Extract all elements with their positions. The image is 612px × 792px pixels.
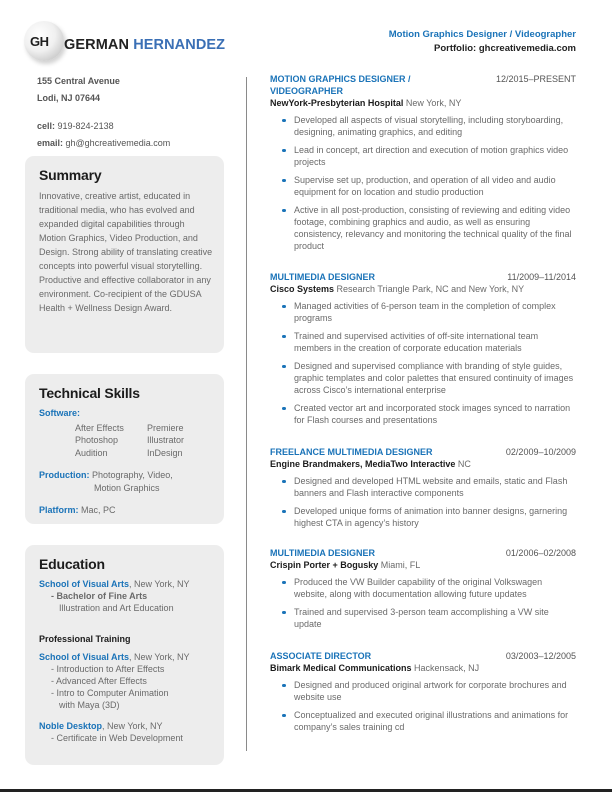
bullet-icon: [282, 209, 286, 213]
bullet-item: Lead in concept, art direction and execution of motion graphics video projects: [270, 144, 576, 168]
address-line-2: Lodi, NJ 07644: [37, 93, 101, 103]
education-card: [25, 545, 224, 765]
software-list: [75, 422, 214, 460]
contact-info: [37, 73, 170, 152]
bullet-item: Developed all aspects of visual storytelling, including storyboarding, designing, animating graphics, and editing: [270, 114, 576, 138]
production-value: Photography, Video,: [92, 470, 173, 480]
company-name: NewYork-Presbyterian Hospital: [270, 98, 404, 108]
cell-number[interactable]: 919-824-2138: [57, 121, 114, 131]
portfolio-link[interactable]: Portfolio: ghcreativemedia.com: [433, 43, 576, 54]
job-dates: 11/2009–11/2014: [507, 272, 576, 282]
company-name: Bimark Medical Communications: [270, 663, 412, 673]
education-heading: Education: [39, 556, 105, 572]
bullet-item: Managed activities of 6-person team in the completion of complex programs: [270, 300, 576, 324]
degree: - Bachelor of Fine Arts: [51, 591, 148, 601]
job-dates: 01/2006–02/2008: [505, 548, 576, 558]
cell-label: cell:: [37, 121, 56, 131]
bullet-item: Conceptualized and executed original illustrations and animations for company’s sales training cd: [270, 709, 576, 733]
company-location: Hackensack, NJ: [411, 663, 480, 673]
bullet-icon: [282, 684, 286, 688]
job-dates: 12/2015–PRESENT: [495, 74, 576, 84]
bullet-icon: [282, 611, 286, 615]
company-name: Engine Brandmakers, MediaTwo Interactive: [270, 459, 456, 469]
production-value-cont: Motion Graphics: [94, 482, 160, 493]
school-location: , New York, NY: [129, 652, 190, 662]
software-label: Software:: [39, 408, 81, 418]
header-right: [389, 28, 576, 56]
job-entry: [270, 650, 576, 739]
email-address[interactable]: gh@ghcreativemedia.com: [65, 138, 171, 148]
company-name: Crispin Porter + Bogusky: [270, 560, 379, 570]
company-location: Miami, FL: [378, 560, 421, 570]
last-name: HERNANDEZ: [133, 37, 226, 53]
school-location: , New York, NY: [129, 579, 190, 589]
job-title: MULTIMEDIA DESIGNER: [270, 272, 375, 282]
course-item: - Introduction to After Effects: [51, 664, 165, 674]
software-item: Premiere: [147, 422, 184, 433]
first-name: GERMAN: [64, 37, 130, 53]
skills-heading: Technical Skills: [39, 385, 140, 401]
summary-card: [25, 156, 224, 353]
software-item: After Effects: [75, 422, 124, 433]
bullet-item: Designed and developed HTML website and emails, static and Flash banners and Flash interactive components: [270, 475, 576, 499]
bullet-icon: [282, 480, 286, 484]
company-name: Cisco Systems: [270, 284, 335, 294]
production-label: Production:: [39, 470, 90, 480]
training-heading: Professional Training: [39, 634, 131, 644]
job-entry: [270, 547, 576, 636]
production-skills: [39, 469, 214, 494]
bullet-icon: [282, 407, 286, 411]
email-label: email:: [37, 138, 64, 148]
job-entry: [270, 446, 576, 535]
skills-card: [25, 374, 224, 524]
job-entry: [270, 73, 576, 258]
bullet-item: Created vector art and incorporated stock images synced to narration for Flash courses and presentations: [270, 402, 576, 426]
platform-value: Mac, PC: [81, 505, 116, 515]
candidate-name: [64, 37, 225, 53]
bullet-icon: [282, 305, 286, 309]
bullet-item: Active in all post-production, consisting of reviewing and editing video footage, combining graphics and audio, as well as ensuring consistency, relevancy and monitoring the technical quality of the final product: [270, 204, 576, 252]
bullet-item: Trained and supervised 3-person team accomplishing a VW site update: [270, 606, 576, 630]
bullet-icon: [282, 179, 286, 183]
bullet-item: Produced the VW Builder capability of the original Volkswagen website, along with documentation allowing future updates: [270, 576, 576, 600]
job-dates: 02/2009–10/2009: [505, 447, 576, 457]
cell-row: [37, 118, 170, 135]
platform-skills: [39, 504, 214, 517]
school-name: Noble Desktop: [39, 721, 103, 731]
platform-label: Platform:: [39, 505, 79, 515]
summary-text: Innovative, creative artist, educated in traditional media, who has evolved and expanded digital capabilities through Motion Graphics, Video Production, and Design. Strong ability of translating creative concepts into powerful visual storytelling. Productive and effective collaborator in any environment. Co-recipient of the GDUSA Health + Wellness Design Award.: [39, 191, 213, 313]
job-entry: [270, 271, 576, 432]
bullet-icon: [282, 581, 286, 585]
bullet-icon: [282, 335, 286, 339]
job-title: FREELANCE MULTIMEDIA DESIGNER: [270, 447, 433, 457]
email-row: [37, 135, 170, 152]
address-line-1: 155 Central Avenue: [37, 76, 120, 86]
software-item: Audition: [75, 447, 108, 458]
bullet-icon: [282, 149, 286, 153]
bullet-item: Designed and supervised compliance with branding of style guides, graphic templates and color palettes that ensured continuity of images across Cisco’s international enterprise: [270, 360, 576, 396]
bullet-icon: [282, 119, 286, 123]
bullet-item: Developed unique forms of animation into banner designs, garnering highest CTA in agency’s history: [270, 505, 576, 529]
school-location: , New York, NY: [102, 721, 163, 731]
job-title: ASSOCIATE DIRECTOR: [270, 651, 372, 661]
bullet-item: Designed and produced original artwork for corporate brochures and website use: [270, 679, 576, 703]
school-name: School of Visual Arts: [39, 579, 130, 589]
course-item-cont: with Maya (3D): [59, 700, 120, 710]
bullet-item: Trained and supervised activities of off-site international team members in the creation of corporate education materials: [270, 330, 576, 354]
software-item: InDesign: [147, 447, 183, 458]
job-title-cont: VIDEOGRAPHER: [270, 86, 344, 96]
bullet-item: Supervise set up, production, and operation of all video and audio equipment for on location and studio production: [270, 174, 576, 198]
company-location: NC: [455, 459, 471, 469]
summary-heading: Summary: [39, 167, 102, 183]
certificate: - Certificate in Web Development: [51, 733, 183, 743]
degree-detail: Illustration and Art Education: [59, 603, 174, 613]
bullet-icon: [282, 714, 286, 718]
course-item: - Intro to Computer Animation: [51, 688, 169, 698]
job-title: MOTION GRAPHICS DESIGNER /: [270, 74, 411, 84]
bullet-icon: [282, 365, 286, 369]
logo-initials: GH: [30, 34, 49, 49]
job-title: MULTIMEDIA DESIGNER: [270, 548, 375, 558]
column-divider: [246, 77, 247, 751]
course-item: - Advanced After Effects: [51, 676, 147, 686]
job-dates: 03/2003–12/2005: [505, 651, 576, 661]
professional-title: Motion Graphics Designer / Videographer: [388, 29, 576, 40]
school-name: School of Visual Arts: [39, 652, 130, 662]
bullet-icon: [282, 510, 286, 514]
company-location: New York, NY: [403, 98, 462, 108]
software-item: Photoshop: [75, 435, 119, 445]
company-location: Research Triangle Park, NC and New York, NY: [334, 284, 525, 294]
software-item: Illustrator: [147, 435, 185, 445]
